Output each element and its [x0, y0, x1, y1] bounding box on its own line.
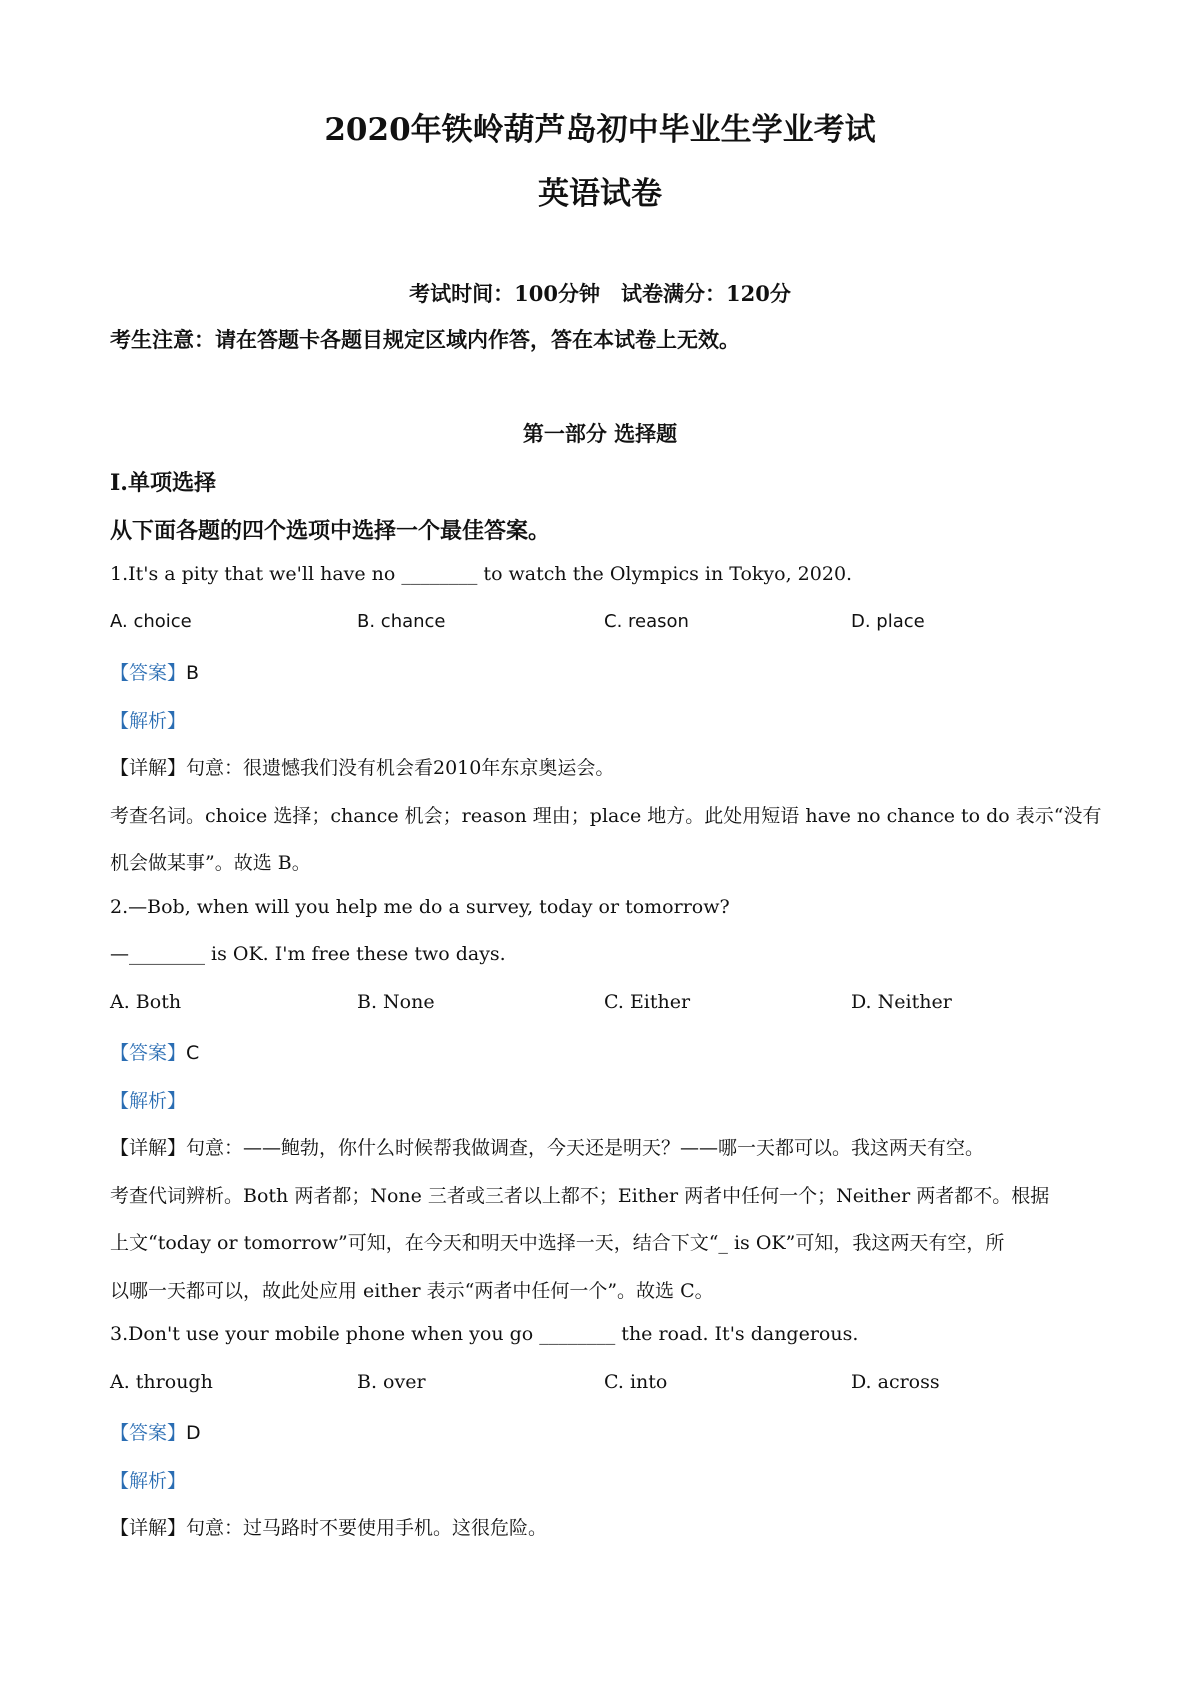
option-b-text: B. None — [357, 991, 435, 1013]
answer-label: 【答案】 — [110, 1422, 187, 1444]
option-b — [357, 1371, 426, 1393]
answer-line — [110, 1038, 199, 1065]
option-d — [851, 1371, 940, 1393]
detail-line: 机会做某事”。故选 B。 — [110, 852, 311, 874]
answer-label: 【答案】 — [110, 1042, 187, 1064]
section-title: I.单项选择 — [110, 470, 216, 496]
option-a-text: A. through — [110, 1371, 213, 1393]
question-stem: 2.—Bob, when will you help me do a survey, today or tomorrow? — [110, 896, 730, 918]
option-a: A. choice — [110, 611, 192, 632]
question-stem: 3.Don't use your mobile phone when you go ________ the road. It's dangerous. — [110, 1323, 859, 1345]
exam-subtitle: 英语试卷 — [538, 176, 662, 212]
analysis-label: 【解析】 — [110, 710, 187, 732]
answer-label: 【答案】 — [110, 662, 187, 684]
option-c-text: C. Either — [604, 991, 691, 1013]
question-stem: 1.It's a pity that we'll have no ________ to watch the Olympics in Tokyo, 2020. — [110, 563, 853, 585]
exam-notice: 考生注意：请在答题卡各题目规定区域内作答，答在本试卷上无效。 — [110, 327, 740, 352]
option-b — [357, 991, 435, 1013]
exam-title: 2020年铁岭葫芦岛初中毕业生学业考试 — [324, 112, 876, 148]
option-c — [604, 1371, 667, 1393]
analysis-line — [110, 706, 186, 733]
detail-line: 以哪一天都可以，故此处应用 either 表示“两者中任何一个”。故选 C。 — [110, 1280, 714, 1302]
detail-line: 【详解】句意：过马路时不要使用手机。这很危险。 — [110, 1517, 548, 1539]
option-b: B. chance — [357, 611, 446, 632]
option-c-text: C. into — [604, 1371, 668, 1393]
section-instruction: 从下面各题的四个选项中选择一个最佳答案。 — [110, 518, 551, 544]
option-b-text: B. over — [357, 1371, 426, 1393]
analysis-label: 【解析】 — [110, 1470, 187, 1492]
option-d-text: D. across — [851, 1371, 940, 1393]
option-d: D. place — [851, 611, 925, 632]
detail-line: 考查名词。choice 选择；chance 机会；reason 理由；place 地方。此处用短语 have no chance to do 表示“没有 — [110, 805, 1102, 827]
detail-line: 上文“today or tomorrow”可知，在今天和明天中选择一天，结合下文“_ is OK”可知，我这两天有空，所 — [110, 1232, 1005, 1254]
answer-line — [110, 658, 199, 685]
option-c: C. reason — [604, 611, 689, 632]
analysis-label: 【解析】 — [110, 1090, 187, 1112]
answer-line — [110, 1418, 201, 1445]
question-stem: —________ is OK. I'm free these two days. — [110, 943, 506, 965]
option-a — [110, 991, 181, 1013]
option-c — [604, 991, 690, 1013]
exam-info: 考试时间：100分钟 试卷满分：120分 — [409, 281, 791, 306]
detail-line: 【详解】句意：很遗憾我们没有机会看2010年东京奥运会。 — [110, 757, 615, 779]
answer-value: B — [186, 662, 200, 684]
detail-line: 考查代词辨析。Both 两者都；None 三者或三者以上都不；Either 两者中任何一个；Neither 两者都不。根据 — [110, 1185, 1050, 1207]
option-d-text: D. Neither — [851, 991, 952, 1013]
part-title: 第一部分 选择题 — [522, 421, 678, 446]
answer-value: D — [186, 1422, 201, 1444]
analysis-line — [110, 1466, 186, 1493]
option-d — [851, 991, 952, 1013]
option-a — [110, 1371, 213, 1393]
answer-value: C — [186, 1042, 200, 1064]
analysis-line — [110, 1086, 186, 1113]
detail-line: 【详解】句意：——鲍勃，你什么时候帮我做调查，今天还是明天？——哪一天都可以。我这两天有空。 — [110, 1137, 985, 1159]
option-a-text: A. Both — [110, 991, 182, 1013]
